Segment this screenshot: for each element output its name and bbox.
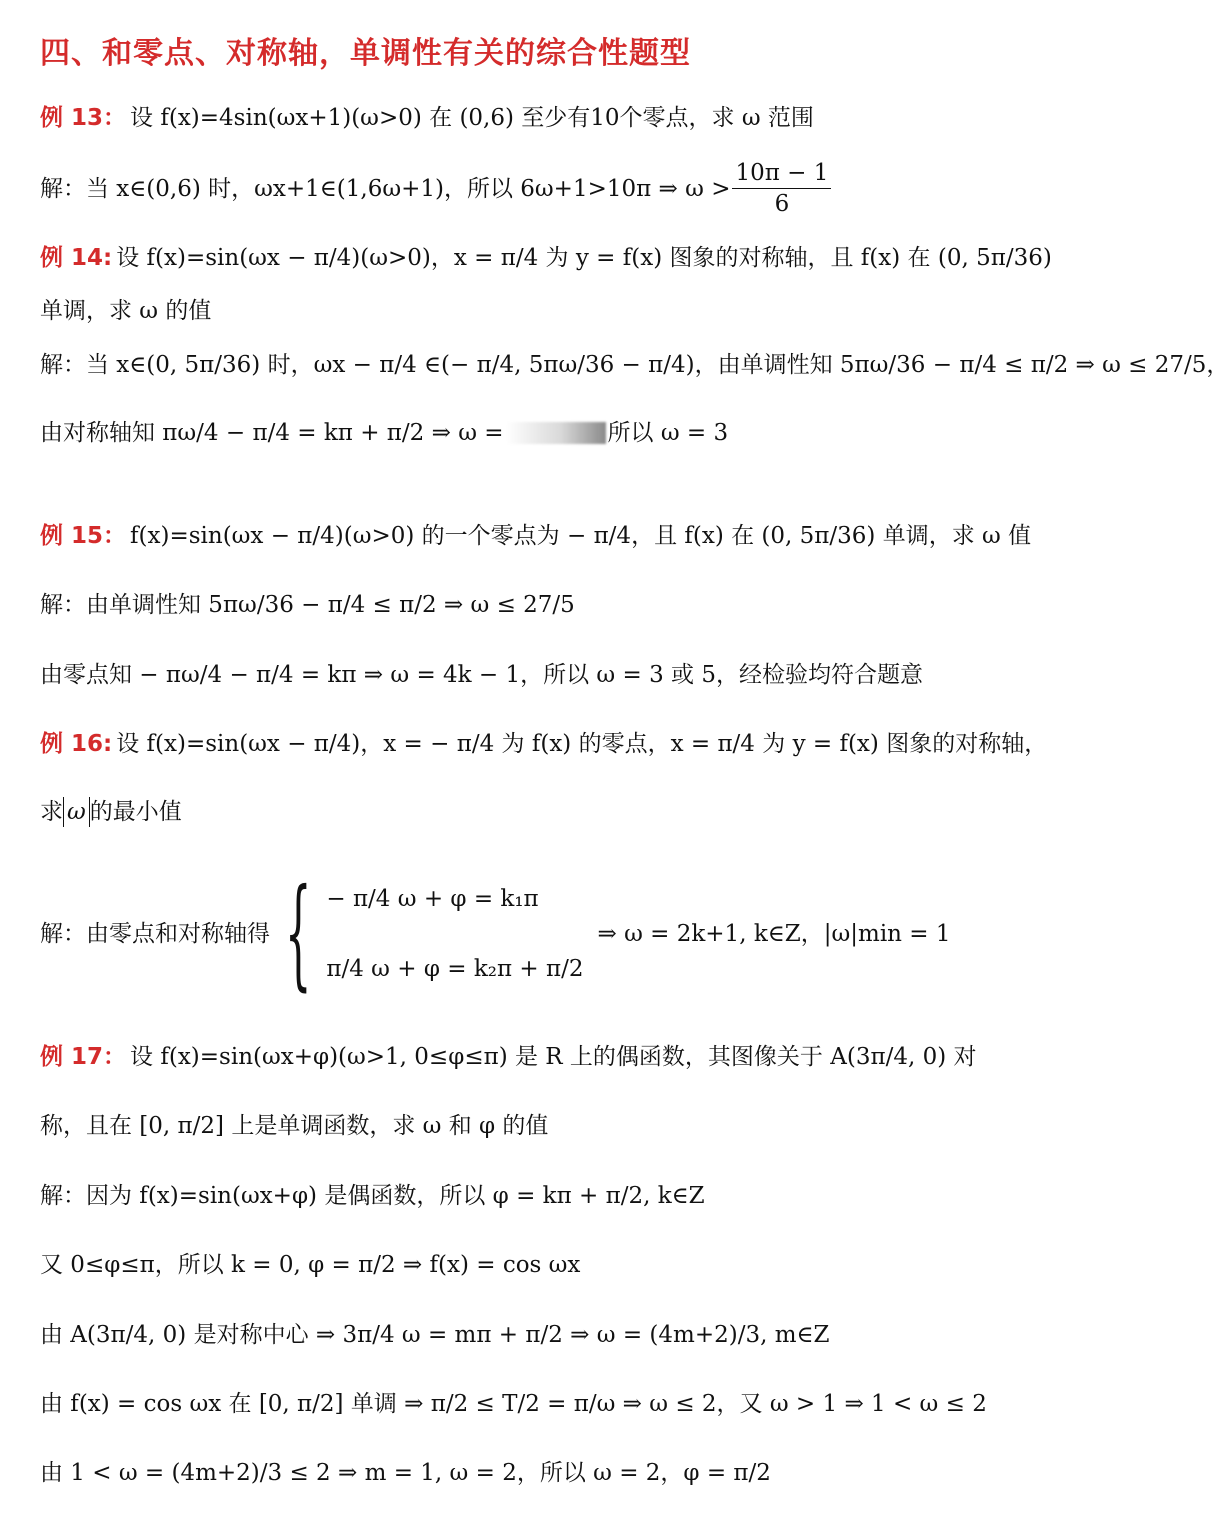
absolute-value: ω	[63, 797, 90, 827]
example-label: 例 13：	[40, 105, 127, 131]
example-label: 例 17：	[40, 1044, 127, 1070]
example-17-solution-2	[40, 1250, 966, 1280]
line-text: 由 A(3π/4, 0) 是对称中心 ⇒ 3π/4 ω = mπ + π/2 ⇒ ω = (4m+2)/3, m∈Z	[40, 1322, 830, 1348]
example-14-solution-1	[40, 350, 1229, 380]
example-14-question	[40, 243, 1052, 273]
example-17-solution-1	[40, 1181, 966, 1211]
example-17-solution-3	[40, 1320, 966, 1350]
fraction-denominator: 6	[774, 191, 790, 217]
line-text: 解：当 x∈(0, 5π/36) 时，ωx − π/4 ∈(− π/4, 5πω/36 − π/4)，由单调性知 5πω/36 − π/4 ≤ π/2 ⇒ ω ≤ 27/5，	[40, 352, 1229, 378]
line-text: 设 f(x)=sin(ωx+φ)(ω>1, 0≤φ≤π) 是 R 上的偶函数，其图像关于 A(3π/4, 0) 对	[130, 1044, 977, 1070]
system-row: − π/4 ω + φ = k₁π	[326, 886, 539, 912]
line-text: ⇒ ω = 2k+1, k∈Z，|ω|min = 1	[597, 921, 951, 947]
example-13-question	[40, 103, 966, 133]
line-text: 解：因为 f(x)=sin(ωx+φ) 是偶函数，所以 φ = kπ + π/2, k∈Z	[40, 1183, 705, 1209]
example-label: 例 15：	[40, 523, 127, 549]
example-label: 例 16:	[40, 731, 113, 757]
line-text: 设 f(x)=sin(ωx − π/4)(ω>0)，x = π/4 为 y = f(x) 图象的对称轴，且 f(x) 在 (0, 5π/36)	[116, 245, 1052, 271]
line-text: 由 1 < ω = (4m+2)/3 ≤ 2 ⇒ m = 1, ω = 2，所以 ω = 2，φ = π/2	[40, 1460, 771, 1486]
fraction-numerator: 10π − 1	[732, 158, 831, 189]
blurred-region	[506, 422, 606, 444]
left-brace-icon: {	[284, 864, 312, 1003]
example-15-question	[40, 521, 1032, 551]
example-15-solution-2	[40, 660, 966, 690]
line-text: 由对称轴知 πω/4 − π/4 = kπ + π/2 ⇒ ω =	[40, 420, 504, 446]
fraction	[732, 158, 831, 219]
line-text: 所以 ω = 3	[607, 420, 729, 446]
example-16-question-cont	[40, 797, 966, 827]
line-text: 的最小值	[89, 799, 182, 825]
example-17-question	[40, 1042, 977, 1072]
example-17-solution-5	[40, 1458, 966, 1488]
line-text: 单调，求 ω 的值	[40, 298, 212, 324]
example-13-solution	[40, 158, 966, 219]
line-text: 设 f(x)=sin(ωx − π/4)，x = − π/4 为 f(x) 的零点，x = π/4 为 y = f(x) 图象的对称轴，	[116, 731, 1048, 757]
equation-system	[326, 864, 583, 1004]
page-title: 四、和零点、对称轴，单调性有关的综合性题型	[40, 36, 691, 71]
example-label: 例 14:	[40, 245, 113, 271]
example-15-solution-1	[40, 590, 966, 620]
line-text: 由零点知 − πω/4 − π/4 = kπ ⇒ ω = 4k − 1，所以 ω = 3 或 5，经检验均符合题意	[40, 662, 923, 688]
line-text: 称，且在 [0, π/2] 上是单调函数，求 ω 和 φ 的值	[40, 1113, 549, 1139]
line-text: f(x)=sin(ωx − π/4)(ω>0) 的一个零点为 − π/4，且 f(x) 在 (0, 5π/36) 单调，求 ω 值	[130, 523, 1032, 549]
example-17-question-cont	[40, 1111, 966, 1141]
example-16-question	[40, 729, 1048, 759]
line-text: 求	[40, 799, 63, 825]
example-14-question-cont	[40, 296, 966, 326]
system-row: π/4 ω + φ = k₂π + π/2	[326, 956, 584, 982]
example-14-solution-2	[40, 418, 966, 448]
example-16-solution	[40, 864, 966, 1004]
line-text: 解：当 x∈(0,6) 时，ωx+1∈(1,6ω+1)，所以 6ω+1>10π ⇒ ω >	[40, 175, 731, 202]
line-text: 又 0≤φ≤π，所以 k = 0, φ = π/2 ⇒ f(x) = cos ωx	[40, 1252, 581, 1278]
example-17-solution-4	[40, 1389, 987, 1419]
line-text: 由 f(x) = cos ωx 在 [0, π/2] 单调 ⇒ π/2 ≤ T/2 = π/ω ⇒ ω ≤ 2，又 ω > 1 ⇒ 1 < ω ≤ 2	[40, 1391, 987, 1417]
line-text: 解：由零点和对称轴得	[40, 921, 270, 947]
line-text: 设 f(x)=4sin(ωx+1)(ω>0) 在 (0,6) 至少有10个零点，求 ω 范围	[130, 105, 814, 131]
line-text: 解：由单调性知 5πω/36 − π/4 ≤ π/2 ⇒ ω ≤ 27/5	[40, 592, 575, 618]
